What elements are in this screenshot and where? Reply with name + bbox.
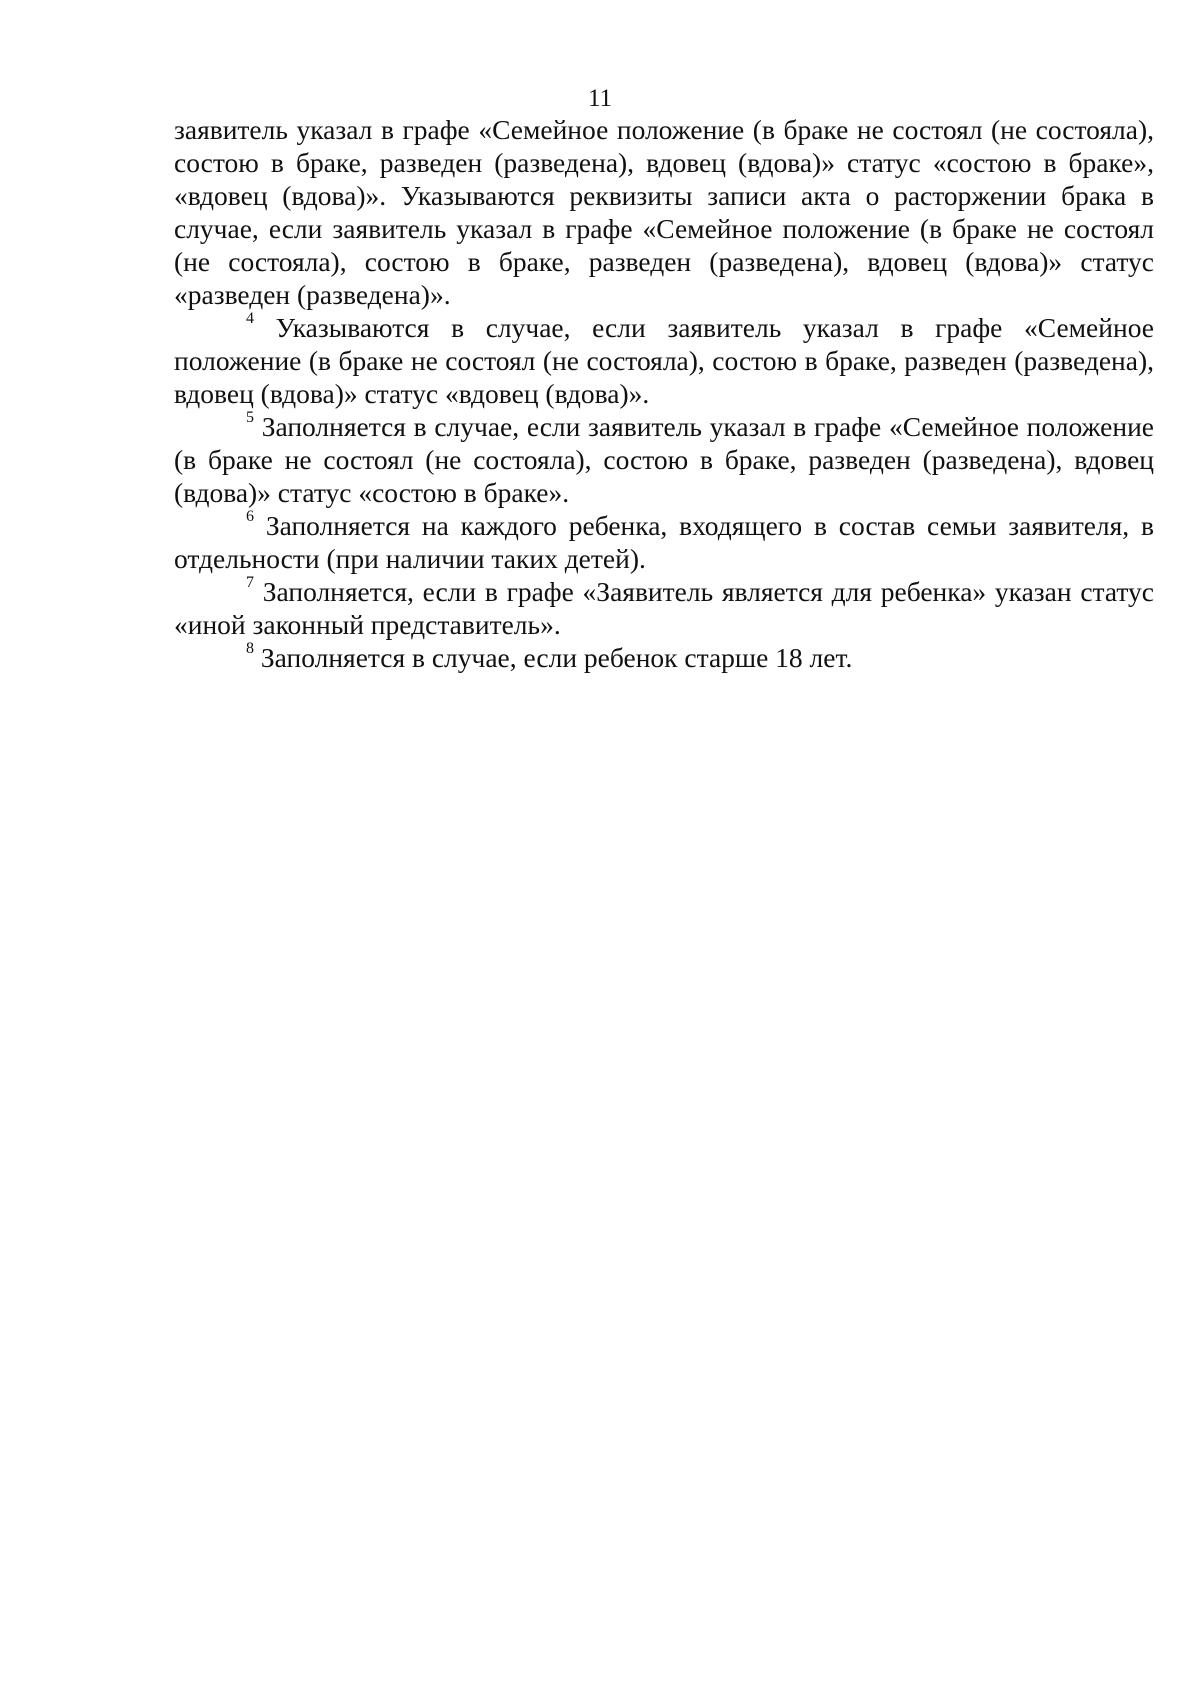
footnote-text: Заполняется на каждого ребенка, входящего в состав семьи заявителя, в отдельности (при наличии таких детей). <box>174 510 1154 574</box>
footnote-text: Заполняется в случае, если заявитель указал в графе «Семейное положение (в браке не состоял (не состояла), состою в браке, разведен (разведена), вдовец (вдова)» статус «состою в браке». <box>174 411 1154 508</box>
page-number: 11 <box>587 85 613 112</box>
footnote-5 <box>174 410 1154 509</box>
footnote-text: Заполняется в случае, если ребенок старше 18 лет. <box>254 642 853 673</box>
footnote-text: Заполняется, если в графе «Заявитель является для ребенка» указан статус «иной законный представитель». <box>174 576 1154 640</box>
footnote-marker: 7 <box>246 573 254 591</box>
footnote-6 <box>174 509 1154 575</box>
footnotes-text-block <box>174 113 1154 674</box>
footnote-continuation: заявитель указал в графе «Семейное положение (в браке не состоял (не состояла), состою в браке, разведен (разведена), вдовец (вдова)» статус «состою в браке», «вдовец (вдова)». Указываются реквизиты записи акта о расторжении брака в случае, если заявитель указал в графе «Семейное положение (в браке не состоял (не состояла), состою в браке, разведен (разведена), вдовец (вдова)» статус «разведен (разведена)». <box>174 114 1154 310</box>
footnote-marker: 6 <box>246 507 254 525</box>
footnote-7 <box>174 575 1154 641</box>
footnote-8 <box>174 641 1154 674</box>
footnote-marker: 5 <box>246 408 254 426</box>
footnote-4 <box>174 311 1154 410</box>
footnote-marker: 8 <box>246 639 254 657</box>
footnote-marker: 4 <box>246 309 254 327</box>
footnote-text: Указываются в случае, если заявитель указал в графе «Семейное положение (в браке не состоял (не состояла), состою в браке, разведен (разведена), вдовец (вдова)» статус «вдовец (вдова)». <box>174 312 1154 409</box>
